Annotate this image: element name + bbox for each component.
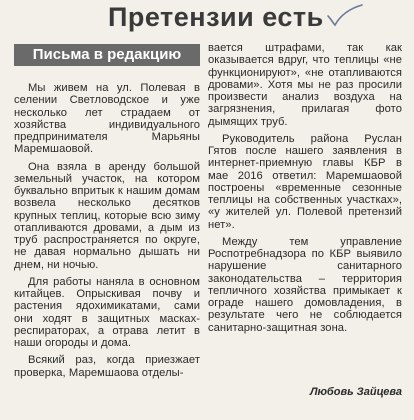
paragraph: Между тем управление Роспотребнадзора по КБР выявило нарушение санитарного законодательства – территория тепличного хозяйства примыкает к ограде нашего домовладения, в результате чего не соблюдается санитарно-защитная зона. [208, 235, 402, 334]
author-signature: Любовь Зайцева [309, 386, 402, 398]
paragraph: Она взяла в аренду большой земельный участок, на котором буквально впритык к нашим домам возвела несколько десятков крупных теплиц, которые всю зиму отапливаются дровами, а дым из труб распространяется по округе, не давая нормально дышать ни днем, ни ночью. [14, 160, 200, 271]
checkmark-icon [322, 4, 366, 28]
paragraph: вается штрафами, так как оказывается вдруг, что теплицы «не функционируют», «не отапливаются дровами». Хотя мы не раз просили произвести анализ воздуха на загрязнения, прилагая фото дымящих труб. [208, 42, 402, 128]
article-headline: Претензии есть [108, 2, 324, 32]
article-column-left [14, 82, 200, 379]
paragraph: Для работы наняла в основном китайцев. Опрыскивая почву и растения ядохимикатами, сами они ходят в защитных масках-респираторах, а отрава летит в наши огороды и дома. [14, 275, 200, 349]
paragraph: Мы живем на ул. Полевая в селении Светловодское и уже несколько лет страдаем от хозяйства индивидуального предпринимателя Марьяны Маремшаовой. [14, 82, 200, 156]
paragraph: Всякий раз, когда приезжает проверка, Маремшаова отделы- [14, 354, 200, 379]
paragraph: Руководитель района Руслан Гятов после нашего заявления в интернет-приемную главы КБР в мае 2016 ответил: Маремшаовой построены «временные сезонные теплицы на собственных участках», «у жителей ул. Полевой претензий нет». [208, 132, 402, 231]
section-rubric: Письма в редакцию [14, 44, 200, 66]
article-column-right [208, 42, 402, 334]
